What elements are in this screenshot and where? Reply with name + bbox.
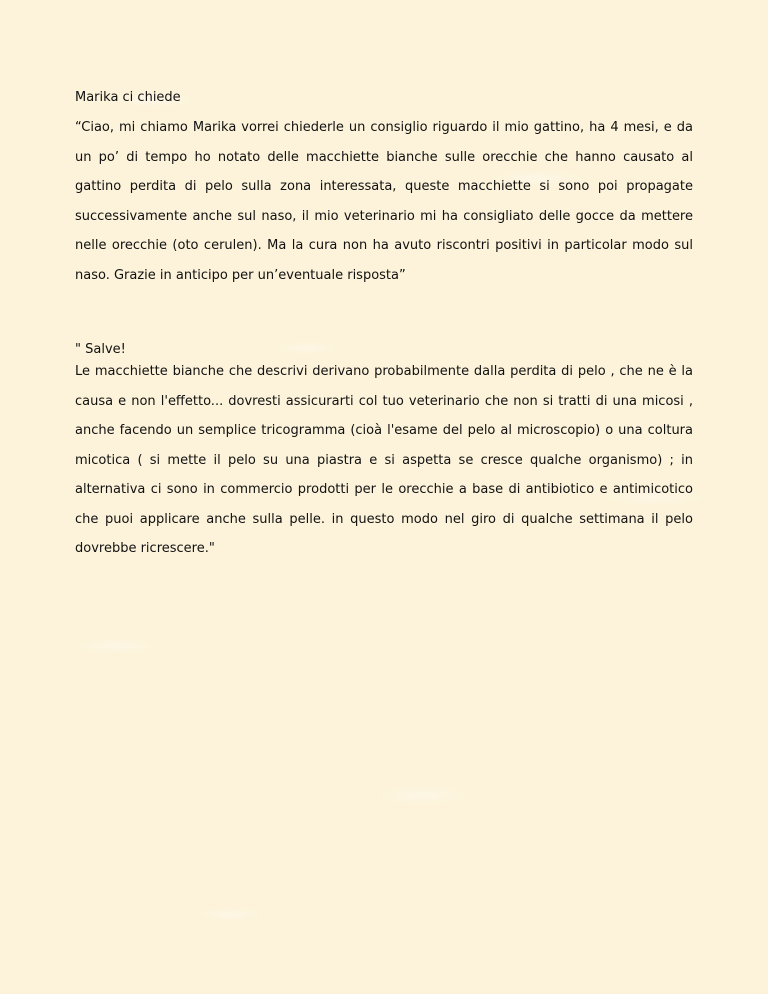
- answer-text: Le macchiette bianche che descrivi derivano probabilmente dalla perdita di pelo , che ne è la causa e non l'effetto... dovresti assicurarti col tuo veterinario che non si tratti di una micosi , anche facendo un semplice tricogramma (cioà l'esame del pelo al microscopio) o una coltura micotica ( si mette il pelo su una piastra e si aspetta se cresce qualche organismo) ; in alternativa ci sono in commercio prodotti per le orecchie a base di antibiotico e antimicotico che puoi applicare anche sulla pelle. in questo modo nel giro di qualche settimana il pelo dovrebbe ricrescere.": [75, 364, 693, 556]
- answer-greeting: " Salve!: [75, 342, 126, 357]
- question-text: “Ciao, mi chiamo Marika vorrei chiederle un consiglio riguardo il mio gattino, ha 4 mesi, e da un po’ di tempo ho notato delle macchiette bianche sulle orecchie che hanno causato al gattino perdita di pelo sulla zona interessata, queste macchiette si sono poi propagate successivamente anche sul naso, il mio veterinario mi ha consigliato delle gocce da mettere nelle orecchie (oto cerulen). Ma la cura non ha avuto riscontri positivi in particolar modo sul naso. Grazie in anticipo per un’eventuale risposta”: [75, 120, 693, 283]
- question-heading: Marika ci chiede: [75, 90, 181, 105]
